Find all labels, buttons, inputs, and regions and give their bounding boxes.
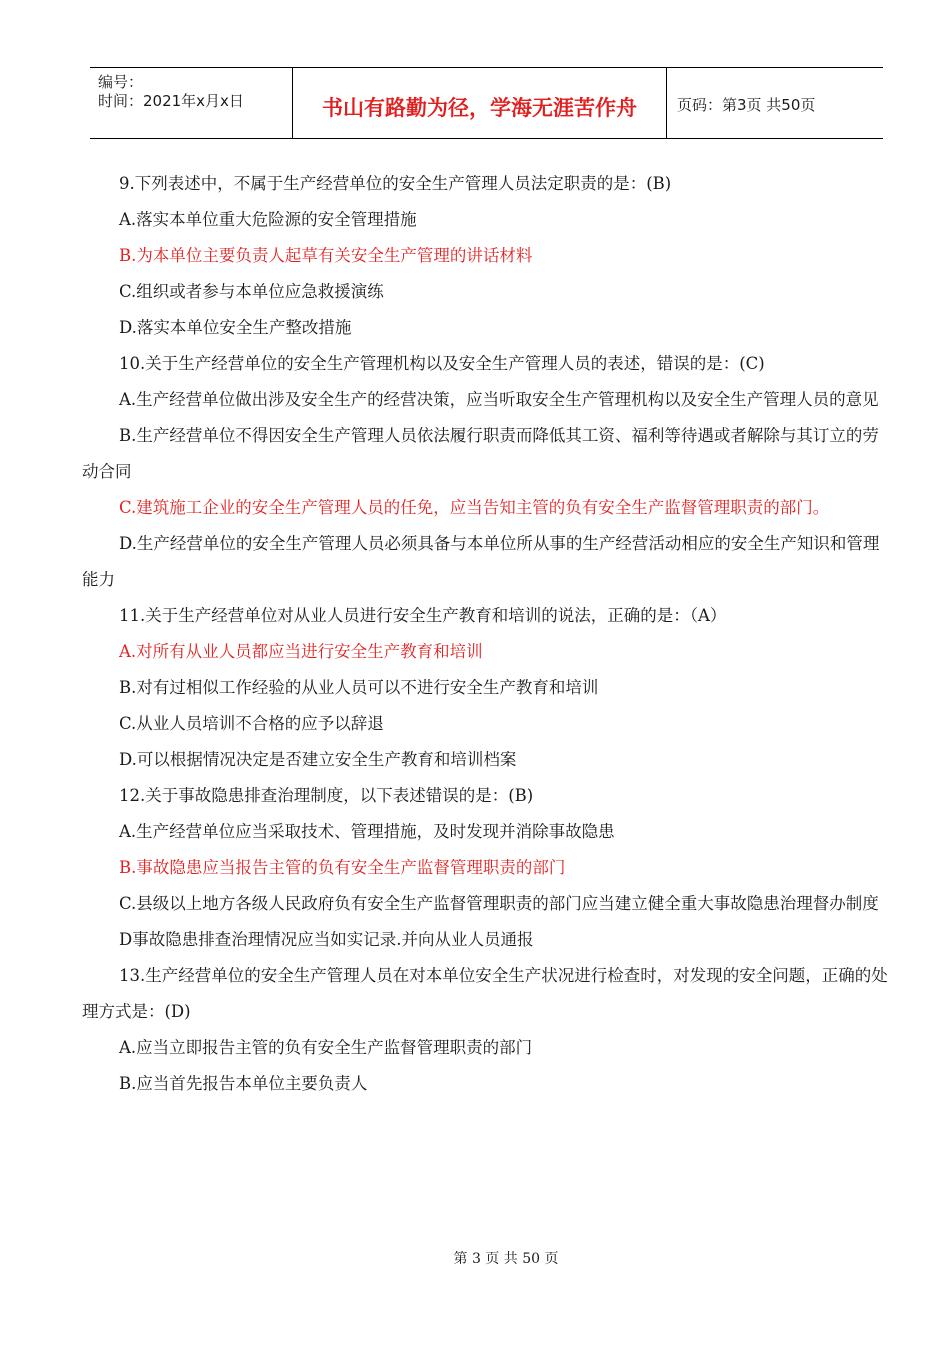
header-motto-cell (293, 68, 667, 138)
time-label: 时间：2021年x月x日 (98, 92, 244, 110)
paragraph-line: D事故隐患排查治理情况应当如实记录.并向从业人员通报 (119, 930, 534, 949)
document-body (82, 166, 892, 1102)
paragraph-line: D.生产经营单位的安全生产管理人员必须具备与本单位所从事的生产经营活动相应的安全生产知识和管理能力 (82, 534, 880, 589)
paragraph-line: B.应当首先报告本单位主要负责人 (119, 1074, 368, 1093)
paragraph-line: B.对有过相似工作经验的从业人员可以不进行安全生产教育和培训 (119, 678, 599, 697)
paragraph-line: C.从业人员培训不合格的应予以辞退 (119, 714, 384, 733)
page-label: 页码：第3页 共50页 (677, 96, 816, 114)
paragraph-line: B.事故隐患应当报告主管的负有安全生产监督管理职责的部门 (119, 858, 566, 877)
paragraph-line: C.县级以上地方各级人民政府负有安全生产监督管理职责的部门应当建立健全重大事故隐患治理督办制度 (119, 894, 879, 913)
paragraph-line: B.生产经营单位不得因安全生产管理人员依法履行职责而降低其工资、福利等待遇或者解除与其订立的劳动合同 (82, 426, 879, 481)
motto: 书山有路勤为径，学海无涯苦作舟 (322, 96, 637, 120)
paragraph-line: D.可以根据情况决定是否建立安全生产教育和培训档案 (119, 750, 517, 769)
paragraph-line: D.落实本单位安全生产整改措施 (119, 318, 352, 337)
question-line: 10.关于生产经营单位的安全生产管理机构以及安全生产管理人员的表述，错误的是：(C) (119, 354, 765, 373)
paragraph-line: 13.生产经营单位的安全生产管理人员在对本单位安全生产状况进行检查时，对发现的安全问题，正确的处理方式是：(D) (82, 966, 888, 1021)
paragraph-line: A.生产经营单位应当采取技术、管理措施，及时发现并消除事故隐患 (119, 822, 615, 841)
question-line: 12.关于事故隐患排查治理制度，以下表述错误的是：(B) (119, 786, 534, 805)
paragraph-line: A.生产经营单位做出涉及安全生产的经营决策，应当听取安全生产管理机构以及安全生产管理人员的意见 (119, 390, 879, 409)
paragraph-line: C.组织或者参与本单位应急救援演练 (119, 282, 384, 301)
paragraph-line: C.建筑施工企业的安全生产管理人员的任免，应当告知主管的负有安全生产监督管理职责的部门。 (119, 498, 830, 517)
paragraph-line: A.落实本单位重大危险源的安全管理措施 (119, 210, 417, 229)
number-label: 编号： (98, 73, 144, 91)
question-line: 9.下列表述中，不属于生产经营单位的安全生产管理人员法定职责的是：(B) (119, 174, 672, 193)
header-meta (90, 68, 293, 138)
page-header (90, 67, 883, 139)
question-line: 11.关于生产经营单位对从业人员进行安全生产教育和培训的说法，正确的是：（A） (119, 606, 727, 625)
paragraph-line: A.对所有从业人员都应当进行安全生产教育和培训 (119, 642, 483, 661)
paragraph-line: B.为本单位主要负责人起草有关安全生产管理的讲话材料 (119, 246, 533, 265)
paragraph-line: A.应当立即报告主管的负有安全生产监督管理职责的部门 (119, 1038, 533, 1057)
page-footer: 第 3 页 共 50 页 (453, 1251, 559, 1267)
header-page-cell (667, 68, 883, 138)
